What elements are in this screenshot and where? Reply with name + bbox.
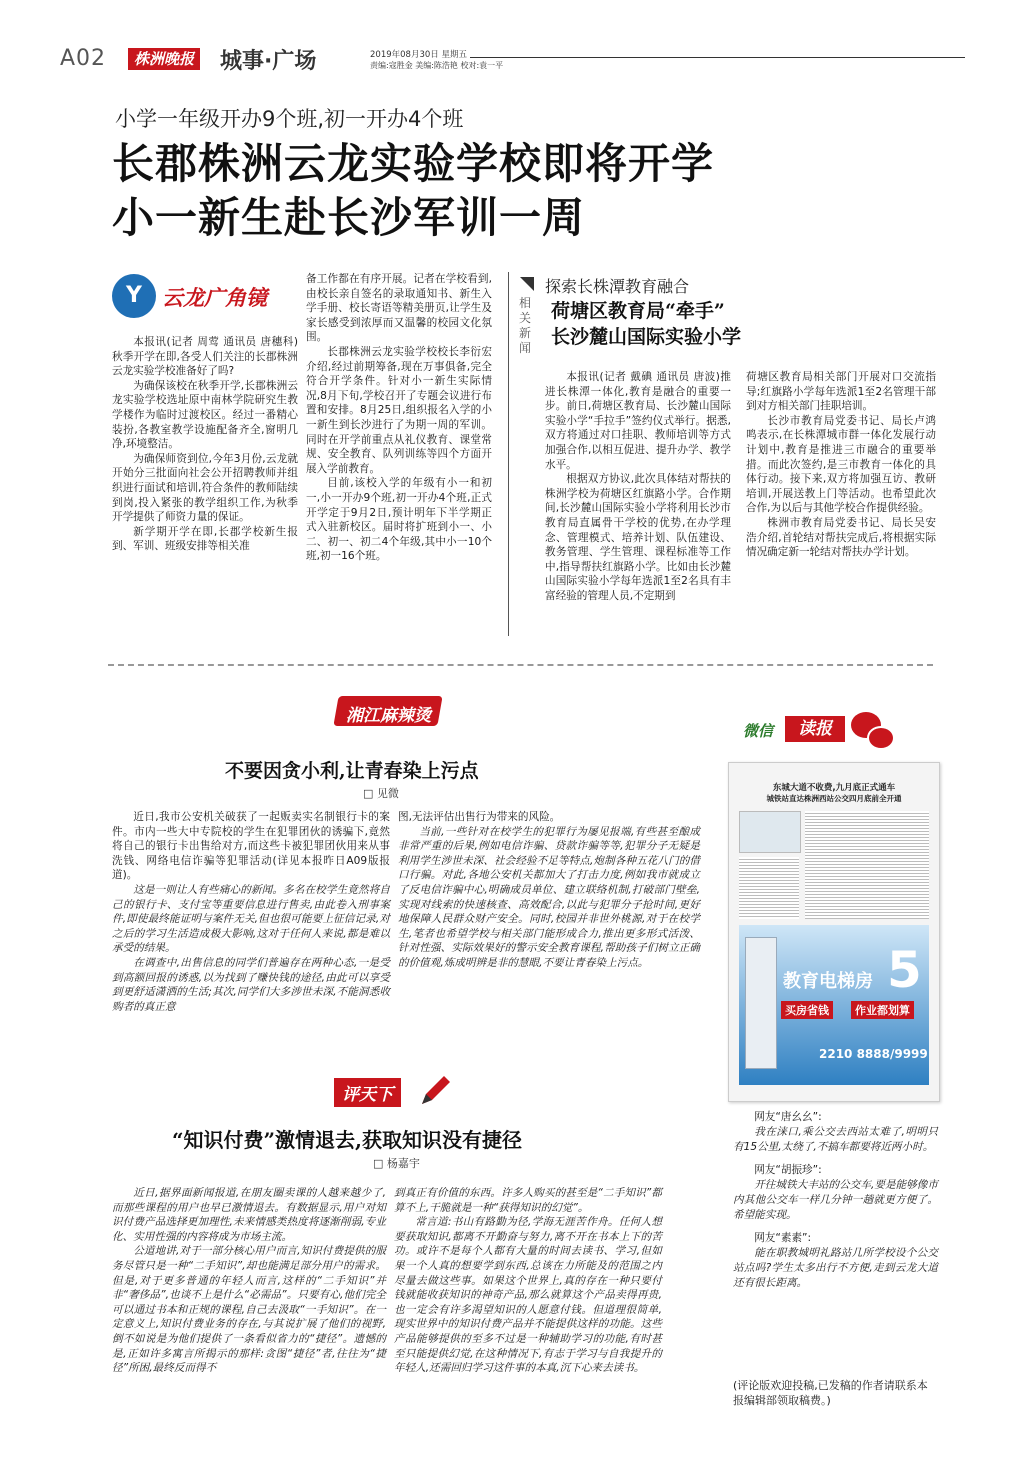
ad-tag-1: 买房省钱 [781,1001,833,1019]
yl-circle-icon: Y [112,274,156,318]
related-headline-line2: 长沙麓山国际实验小学 [551,326,742,348]
clip-title-2: 城铁站直达株洲西站公交四月底前全开通 [766,794,902,803]
column-logo-text: 云龙广角镜 [162,286,267,310]
clip-body-text [805,811,929,919]
opinion1-logo [336,694,444,730]
opinion2-logo [334,1074,454,1114]
section-title: 城事·广场 [220,49,317,74]
paragraph: 当前,一些针对在校学生的犯罪行为屡见报端,有些甚至酿成非常严重的后果,例如电信诈骗、贷款诈骗等等,犯罪分子无疑是利用学生涉世未深、社会经验不足等特点,炮制各种五花八门的借口行骗。对此,各地公安机关都加大了打击力度,例如我市就成立了反电信诈骗中心,明确成员单位、建立联络机制,打破部门壁垒,实现对线索的快速核查、高效配合,以此与犯罪分子抢时间,更好地保障人民群众财产安全。同时,校园并非世外桃源,对于在校学生,笔者也希望学校与相关部门能形成合力,推出更多形式活泼、针对性强、实际效果好的警示安全教育课程,帮助孩子们树立正确的价值观,炼成明辨是非的慧眼,不要让青春染上污点。 [398,825,700,969]
comment-text: 开往城铁大丰站的公交车,要是能够像市内其他公交车一样几分钟一趟就更方便了。希望能实现。 [733,1179,938,1221]
column-divider [508,272,509,636]
opinion2-headline: “知识付费”激情退去,获取知识没有捷径 [172,1128,522,1152]
paragraph: 根据双方协议,此次具体结对帮扶的株洲学校为荷塘区红旗路小学。合作期间,长沙麓山国际实验小学将利用长沙市教育局直属骨干学校的优势,在办学理念、管理模式、培养计划、队伍建设、教务管理、学生管理、课程标准等工作中,指导帮扶红旗路小学。比如由长沙麓山国际实验小学每年选派1至2名具有丰富经验的管理人员,不定期到 [545,473,731,602]
comment [733,1231,938,1291]
paragraph: 长郡株洲云龙实验学校校长李衍宏介绍,经过前期筹备,现在万事俱备,完全符合开学条件。针对小一新生实际情况,8月下旬,学校召开了专题会议进行布置和安排。8月25日,组织报名入学的小一新生到长沙进行了为期一周的军训。同时在开学前重点从礼仪教育、课堂常规、安全教育、队列训练等四个方面开展入学前教育。 [306,345,492,475]
opinion1-headline: 不要因贪小利,让青春染上污点 [225,760,479,782]
lead-col1 [112,335,298,554]
page-number: A02 [60,46,107,71]
wechat-logo-prefix: 微信 [743,722,774,740]
paragraph: 株洲市教育局党委书记、局长吴安浩介绍,首轮结对帮扶完成后,将根据实际情况确定新一轮结对帮扶办学计划。 [746,516,936,559]
paragraph: 为确保该校在秋季开学,长郡株洲云龙实验学校选址原中南林学院研究生教学楼作为临时过渡校区。经过一番精心装扮,各教室教学设施配备齐全,窗明几净,环境整洁。 [112,379,298,451]
wechat-logo [743,708,895,754]
lead-col2 [306,272,492,564]
opinion2-byline: □ 杨嘉宇 [373,1157,420,1170]
ad-headline: 教育电梯房 [783,971,873,992]
paragraph: 荷塘区教育局相关部门开展对口交流指导;红旗路小学每年选派1至2名管理干部到对方相关部门挂职培训。 [746,371,936,413]
opinion1-col1 [112,810,390,1014]
ad-building-image [745,937,777,1069]
paragraph: 新学期开学在即,长郡学校新生报到、军训、班级安排等相关准 [112,525,298,553]
related-col1 [545,370,731,604]
pencil-icon [418,1074,452,1108]
arrow-icon [520,276,534,290]
ad-number: 5 [887,941,922,999]
ad-phone: 2210 8888/9999 [819,1047,928,1061]
comment-user: 网友“唐幺幺”: [754,1111,822,1123]
paragraph: 常言道:书山有路勤为径,学海无涯苦作舟。任何人想要获取知识,都离不开勤奋与努力,离不开在书本上下的苦功。或许不是每个人都有大量的时间去读书、学习,但如果一个人真的想要学到东西,总该在力所能及的范围之内尽量去做这些事。如果这个世界上,真的存在一种只要付钱就能收获知识的神奇产品,那么就算这个产品卖得再贵,也一定会有许多渴望知识的人愿意付钱。但道理很简单,现实世界中的知识付费产品并不能提供这样的功能。这些产品能够提供的至多不过是一种辅助学习的功能,有时甚至只能提供幻觉,在这种情况下,有志于学习与自我提升的年轻人,还需回归学习这件事的本真,沉下心来去读书。 [394,1216,662,1375]
lead-subhead: 小学一年级开办9个班,初一开办4个班 [115,107,464,131]
opinion1-byline: □ 见微 [363,787,399,800]
comment-user: 网友“素素”: [754,1232,812,1244]
date-line: 2019年08月30日 星期五 [370,50,467,60]
paragraph: 本报讯(记者 周莺 通讯员 唐穗科)秋季开学在即,各受人们关注的长郡株洲云龙实验学校准备好了吗? [112,336,298,378]
paragraph: 这是一则让人有些痛心的新闻。多名在校学生竟然将自己的银行卡、支付宝等重要信息进行售卖,由此卷入刑事案件,即使最终能证明与案件无关,但也很可能要上征信记录,对之后的学习生活造成极大影响,这对于任何人来说,都是难以承受的结果。 [112,883,390,955]
paragraph: 为确保师资到位,今年3月份,云龙就开始分三批面向社会公开招聘教师并组织进行面试和培训,符合条件的教师陆续到岗,投入紧张的教学组织工作,为秋季开学提供了师资力量的保证。 [112,452,298,524]
paragraph: 近日,据界面新闻报道,在朋友圈卖课的人越来越少了,而那些课程的用户也早已激情退去。有数据显示,用户对知识付费产品选择更加理性,未来情感类热度将逐渐削弱,专业化、实用性强的内容将成为市场主流。 [112,1187,386,1243]
lead-headline-line2: 小一新生赴长沙军训一周 [112,193,586,242]
comment [733,1110,938,1155]
related-side-label: 相关新闻 [519,296,532,355]
paragraph: 长沙市教育局党委书记、局长卢鸿鸣表示,在长株潭城市群一体化发展行动计划中,教育是推进三市融合的重要举措。而此次签约,是三市教育一体化的具体行动。接下来,双方将加强互访、教研培训,开展送教上门等活动。也希望此次合作,为以后与其他学校合作提供经验。 [746,414,936,515]
comment-text: 能在职教城明礼路站几所学校设个公交站点吗?学生太多出行不方便,走到云龙大道还有很长距离。 [733,1247,938,1289]
opinion2-logo-text: 评天下 [334,1078,401,1107]
related-kicker: 探索长株潭教育融合 [545,277,690,296]
reader-comments [733,1110,938,1291]
paragraph: 目前,该校入学的年级有小一和初一,小一开办9个班,初一开办4个班,正式开学定于9月2日,预计明年下半学期正式入驻新校区。届时将扩班到小一、小二、初一、初二4个年级,其中小一10个班,初一16个班。 [306,477,492,563]
masthead [60,42,965,76]
wechat-bubble-icon [867,726,895,750]
paragraph: 在调查中,出售信息的同学们普遍存在两种心态,一是受到高额回报的诱惑,以为找到了赚快钱的途径,由此可以享受到更舒适潇洒的生活;其次,同学们大多涉世未深,不能洞悉收购者的真正意 [112,956,390,1013]
related-headline-line1: 荷塘区教育局“牵手” [551,300,725,322]
opinion2-col1 [112,1186,386,1376]
lead-headline-line1: 长郡株洲云龙实验学校即将开学 [112,139,715,188]
paragraph: 公道地讲,对于一部分核心用户而言,知识付费提供的服务尽管只是一种“二手知识”,却也能满足部分用户的需求。但是,对于更多普通的年轻人而言,这样的“二手知识”并非“奢侈品”,也谈不上是什么“必需品”。只要有心,他们完全可以通过书本和正规的课程,自己去汲取“一手知识”。在一定意义上,知识付费业务的存在,与其说扩展了他们的视野,倒不如说是为他们提供了一条看似省力的“捷径”。遗憾的是,正如许多寓言所揭示的那样:贪图“捷径”者,往往为“捷径”所困,最终反而得不 [112,1245,386,1375]
opinion1-col2 [398,810,700,971]
opinion2-col2 [394,1186,662,1376]
ad-tag-2: 作业都划算 [851,1001,914,1019]
clip-body-text [739,857,799,919]
comment-note: (评论版欢迎投稿,已发稿的作者请联系本报编辑部领取稿费。) [733,1379,928,1407]
clip-title-1: 东城大道不收费,九月底正式通车 [772,783,896,793]
comment [733,1163,938,1223]
masthead-rule [470,57,965,58]
opinion1-logo-text: 湘江麻辣烫 [346,706,431,726]
real-estate-ad [739,925,929,1085]
paragraph: 近日,我市公安机关破获了一起贩卖实名制银行卡的案件。市内一些大中专院校的学生在犯罪团伙的诱骗下,竟然将自己的银行卡出售给对方,而这些卡被犯罪团伙用来从事洗钱、网络电信诈骗等犯罪活动(详见本报昨日A09版报道)。 [112,811,390,882]
paragraph: 到真正有价值的东西。许多人购买的甚至是“二手知识”都算不上,干脆就是一种“获得知识的幻觉”。 [394,1187,662,1214]
column-logo [110,272,298,320]
related-col2 [746,370,936,560]
comment-user: 网友“胡振珍”: [754,1164,822,1176]
paragraph: 图,无法评估出售行为带来的风险。 [398,811,561,823]
paragraph: 备工作都在有序开展。记者在学校看到,由校长亲自签名的录取通知书、新生入学手册、校长寄语等精美册页,让学生及家长感受到浓厚而又温馨的校园文化氛围。 [306,273,492,344]
comment-text: 我在涞口,乘公交去西站太难了,明明只有15公里,太绕了,不搞车都要将近两小时。 [733,1126,938,1153]
editors-line: 责编:寇胜金 美编:陈浩艳 校对:袁一平 [370,61,504,70]
section-divider [108,664,933,666]
paragraph: 本报讯(记者 戴碘 通讯员 唐波)推进长株潭一体化,教育是融合的重要一步。前日,荷塘区教育局、长沙麓山国际实验小学“手拉手”签约仪式举行。据悉,双方将通过对口挂职、教师培训等方式加强合作,以相互促进、提升办学、教学水平。 [545,371,731,471]
wechat-clipping [728,762,940,1102]
clip-map-image [739,811,801,853]
wechat-logo-main: 读报 [785,716,845,742]
paper-logo: 株洲晚报 [128,48,200,70]
